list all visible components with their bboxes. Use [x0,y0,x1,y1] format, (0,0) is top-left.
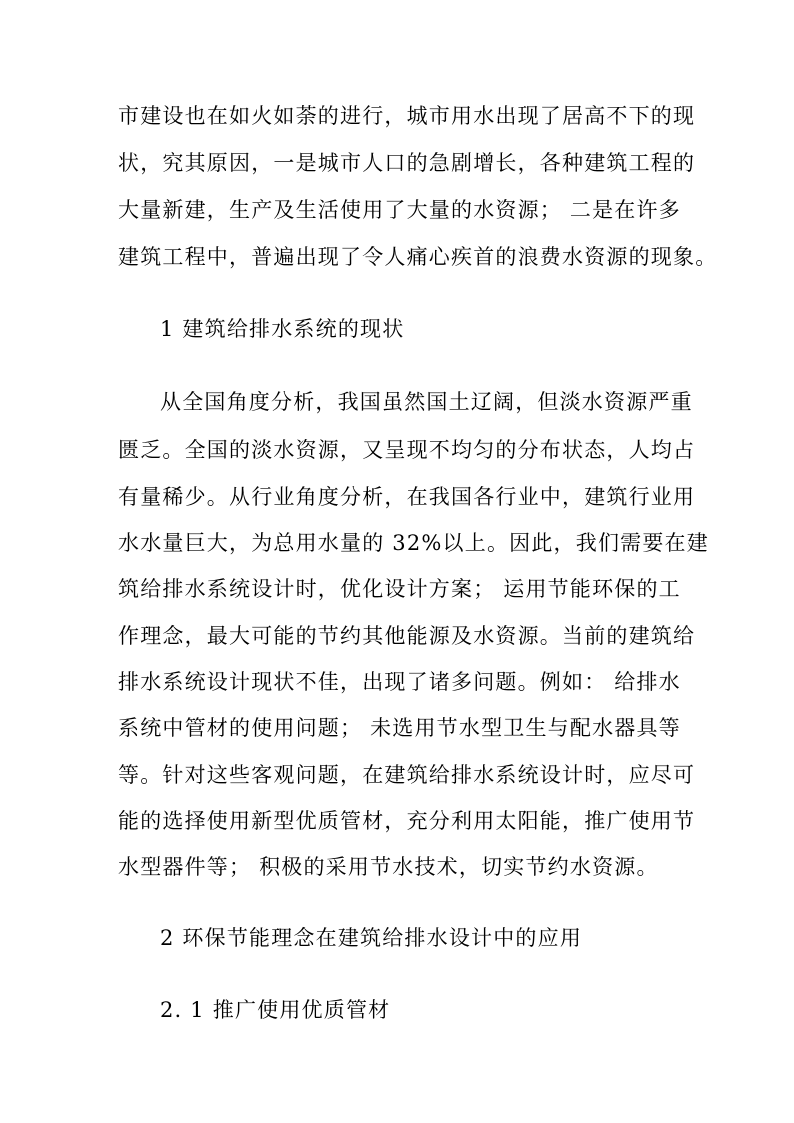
paragraph2-line-9: 等。针对这些客观问题，在建筑给排水系统设计时，应尽可 [118,763,696,787]
paragraph2-line-11: 水型器件等； 积极的采用节水技术，切实节约水资源。 [118,855,659,879]
paragraph2-line-5: 筑给排水系统设计时，优化设计方案； 运用节能环保的工 [118,577,681,601]
section-heading-1: 1 建筑给排水系统的现状 [160,317,405,341]
paragraph2-line-1: 从全国角度分析，我国虽然国土辽阔，但淡水资源严重 [160,390,693,414]
paragraph1-line-3: 大量新建，生产及生活使用了大量的水资源； 二是在许多 [118,198,681,222]
paragraph2-line-10: 能的选择使用新型优质管材，充分利用太阳能，推广使用节 [118,809,696,833]
paragraph2-line-8: 系统中管材的使用问题； 未选用节水型卫生与配水器具等 [118,716,681,740]
paragraph2-line-3: 有量稀少。从行业角度分析，在我国各行业中，建筑行业用 [118,485,696,509]
paragraph2-line-6: 作理念，最大可能的节约其他能源及水资源。当前的建筑给 [118,624,696,648]
subsection-heading-2-1: 2. 1 推广使用优质管材 [160,998,391,1022]
paragraph1-line-1: 市建设也在如火如荼的进行，城市用水出现了居高不下的现 [118,104,696,128]
paragraph2-line-7: 排水系统设计现状不佳，出现了诸多问题。例如： 给排水 [118,670,681,694]
paragraph1-line-2: 状，究其原因，一是城市人口的急剧增长，各种建筑工程的 [118,151,696,175]
paragraph2-line-2: 匮乏。全国的淡水资源，又呈现不均匀的分布状态，人均占 [118,438,696,462]
section-heading-2: 2 环保节能理念在建筑给排水设计中的应用 [160,926,583,950]
paragraph1-line-4: 建筑工程中，普遍出现了令人痛心疾首的浪费水资源的现象。 [118,245,718,269]
paragraph2-line-4: 水水量巨大，为总用水量的 32%以上。因此，我们需要在建 [118,531,709,555]
